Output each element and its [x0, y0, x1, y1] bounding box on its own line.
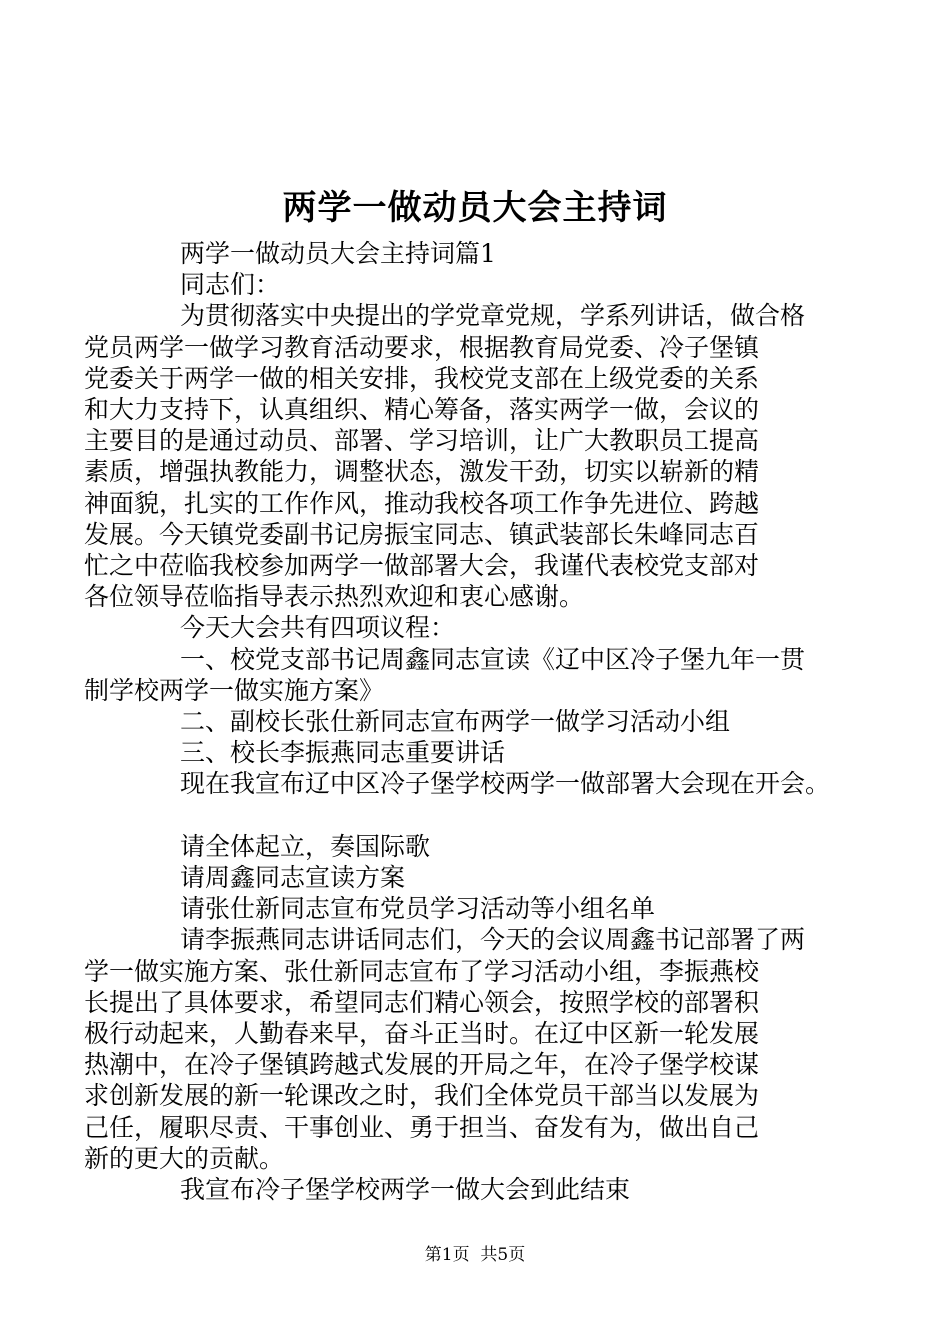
text-line: 我宣布冷子堡学校两学一做大会到此结束: [180, 1175, 631, 1205]
paragraph-agenda-item-1: [84, 644, 832, 706]
text-line: 两学一做动员大会主持词篇1: [180, 239, 496, 268]
blank-line: [132, 800, 832, 831]
text-line: 请周鑫同志宣读方案: [180, 863, 406, 893]
text-line: 新的更大的贡献。: [84, 1143, 285, 1173]
paragraph-closing: [132, 1174, 832, 1205]
document-body: [84, 238, 832, 1205]
text-line: 党员两学一做学习教育活动要求，根据教育局党委、冷子堡镇: [84, 332, 760, 362]
text-line: 极行动起来，人勤春来早，奋斗正当时。在辽中区新一轮发展: [84, 1019, 760, 1049]
text-line: 各位领导莅临指导表示热烈欢迎和衷心感谢。: [84, 582, 585, 612]
text-line: 二、副校长张仕新同志宣布两学一做学习活动小组: [180, 707, 731, 737]
paragraph-announcement: [132, 893, 832, 924]
text-line: 请全体起立，奏国际歌: [180, 831, 431, 861]
text-line: 热潮中，在冷子堡镇跨越式发展的开局之年，在冷子堡学校谋: [84, 1050, 760, 1080]
document-title: 两学一做动员大会主持词: [282, 188, 668, 228]
text-line: 党委关于两学一做的相关安排，我校党支部在上级党委的关系: [84, 363, 760, 393]
text-line: 同志们：: [180, 270, 281, 300]
text-line: 发展。今天镇党委副书记房振宝同志、镇武装部长朱峰同志百: [84, 519, 760, 549]
paragraph-heading: [132, 238, 832, 269]
text-line: 请李振燕同志讲话同志们，今天的会议周鑫书记部署了两: [180, 925, 806, 955]
paragraph-opening: [132, 768, 832, 799]
paragraph-salutation: [132, 269, 832, 300]
text-line: 和大力支持下，认真组织、精心筹备，落实两学一做，会议的: [84, 395, 760, 425]
page-total: 共5页: [480, 1245, 526, 1265]
text-line: 三、校长李振燕同志重要讲话: [180, 738, 506, 768]
text-line: 制学校两学一做实施方案》: [84, 675, 385, 705]
text-line: 现在我宣布辽中区冷子堡学校两学一做部署大会现在开会。: [180, 769, 831, 799]
text-line: 学一做实施方案、张仕新同志宣布了学习活动小组，李振燕校: [84, 956, 760, 986]
text-line: 今天大会共有四项议程：: [180, 613, 456, 643]
paragraph-reading: [132, 862, 832, 893]
paragraph-intro: [84, 300, 832, 612]
text-line: 求创新发展的新一轮课改之时，我们全体党员干部当以发展为: [84, 1081, 760, 1111]
page-number: 第1页: [424, 1245, 470, 1265]
paragraph-agenda-item-3: [132, 737, 832, 768]
paragraph-agenda-intro: [132, 612, 832, 643]
text-line: 素质，增强执教能力，调整状态，激发干劲，切实以崭新的精: [84, 457, 760, 487]
page-footer: [0, 1243, 950, 1267]
text-line: 己任，履职尽责、干事创业、勇于担当、奋发有为，做出自己: [84, 1112, 760, 1142]
text-line: 长提出了具体要求，希望同志们精心领会，按照学校的部署积: [84, 987, 760, 1017]
text-line: 一、校党支部书记周鑫同志宣读《辽中区冷子堡九年一贯: [180, 644, 806, 674]
text-line: 为贯彻落实中央提出的学党章党规，学系列讲话，做合格: [180, 301, 806, 331]
text-line: 神面貌，扎实的工作作风，推动我校各项工作争先进位、跨越: [84, 488, 760, 518]
paragraph-agenda-item-2: [132, 706, 832, 737]
text-line: 忙之中莅临我校参加两学一做部署大会，我谨代表校党支部对: [84, 551, 760, 581]
paragraph-anthem: [132, 831, 832, 862]
paragraph-speech: [84, 924, 832, 1174]
text-line: 请张仕新同志宣布党员学习活动等小组名单: [180, 894, 656, 924]
text-line: 主要目的是通过动员、部署、学习培训，让广大教职员工提高: [84, 426, 760, 456]
